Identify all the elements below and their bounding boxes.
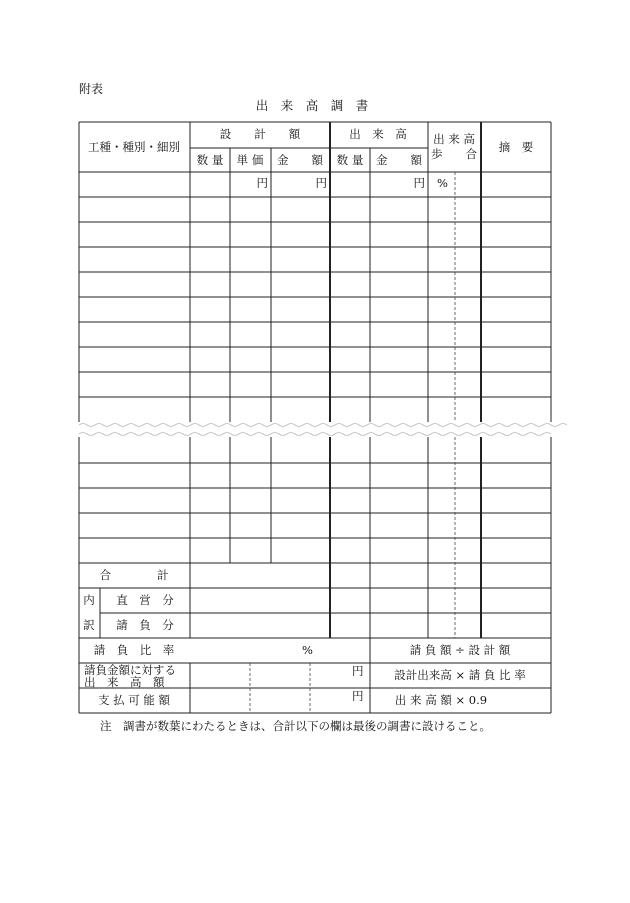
payable-unit: 円 [352,689,364,703]
payable-label: 支 払 可 能 額 [97,693,171,707]
annex-label: 附表 [79,82,104,96]
rate-header-line1: 出 来 高 [433,132,475,146]
ratio-unit: % [302,643,313,657]
qty-header: 数 量 [196,153,224,167]
ratio-label: 請 負 比 率 [93,643,175,657]
contract-progress-label-line1: 請負金額に対する [84,663,176,677]
progress-amount-header: 金 額 [376,153,422,167]
unit-percent: % [437,176,448,190]
contract-progress-formula: 設計出来高 × 請 負 比 率 [394,668,526,682]
unit-price-header: 単 価 [236,153,264,167]
design-header: 設 計 額 [219,127,301,141]
direct-label: 直 営 分 [116,593,174,607]
progress-header: 出 来 高 [349,127,407,141]
item-header: 工種・種別・細別 [88,140,180,154]
unit-yen-3: 円 [413,176,425,190]
unit-yen-2: 円 [315,176,327,190]
contract-progress-label-line2: 出 来 高 額 [84,675,165,689]
breakdown-label-bottom: 訳 [83,618,95,632]
progress-qty-header: 数 量 [336,153,364,167]
form-title: 出 来 高 調 書 [255,98,369,113]
breakdown-label-top: 内 [83,593,95,607]
contract-label: 請 負 分 [116,618,174,632]
table-break-wave [79,424,567,436]
footnote: 注 調書が数葉にわたるときは、合計以下の欄は最後の調書に設けること。 [100,719,491,733]
amount-header: 金 額 [277,153,323,167]
rate-header-line2: 歩 合 [431,147,477,161]
payable-formula: 出 来 高 額 × 0.9 [394,693,488,707]
ratio-formula: 請 負 額 ÷ 設 計 額 [409,643,511,657]
total-label: 合 計 [99,568,169,582]
contract-progress-unit: 円 [352,664,364,678]
remarks-header: 摘 要 [498,140,534,154]
unit-yen-1: 円 [256,176,268,190]
